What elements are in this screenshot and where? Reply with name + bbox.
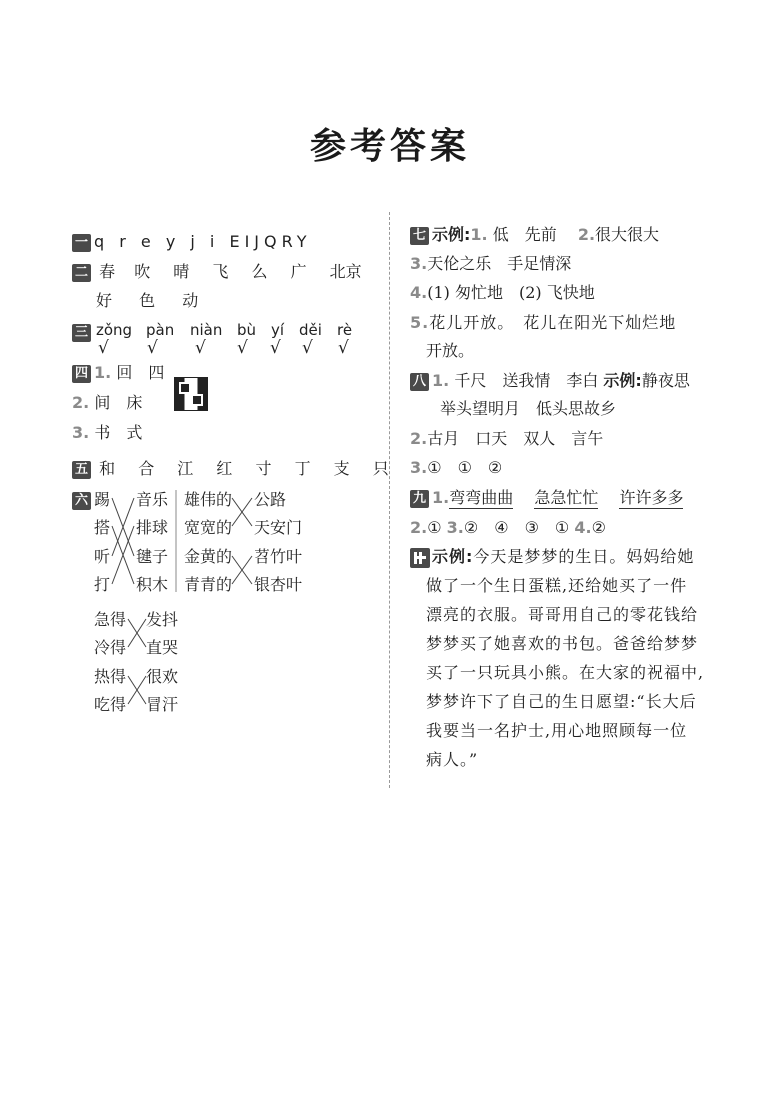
section-2-badge: 二	[72, 264, 91, 282]
match-right: 银杏叶	[254, 575, 303, 594]
answer: 古月 口天 双人 言午	[427, 429, 604, 448]
section-8-q1-line2	[440, 398, 616, 420]
check-mark: √	[195, 338, 206, 358]
underlined-word: 许许多多	[619, 488, 684, 507]
section-7-q5-line2	[426, 340, 474, 362]
pinyin: pàn	[146, 321, 175, 339]
q-number: 2.	[72, 393, 90, 412]
answer: 举头望明月 低头思故乡	[440, 399, 617, 418]
match-left: 青青的	[184, 575, 233, 594]
match-right: 很欢	[146, 667, 179, 686]
section-6-badge: 六	[72, 492, 91, 510]
s2-word: 飞	[212, 262, 229, 281]
section-8-badge: 八	[410, 373, 429, 391]
match-right: 排球	[136, 518, 169, 537]
essay-line: 买了一只玩具小熊。在大家的祝福中,	[426, 663, 705, 682]
essay-line: 我要当一名护士,用心地照顾每一位	[426, 721, 688, 740]
essay-line: 病人。”	[426, 750, 479, 769]
match-right: 天安门	[254, 518, 303, 537]
section-9-q2	[410, 517, 606, 539]
match-left: 打	[94, 575, 111, 594]
page-title: 参考答案	[309, 126, 470, 167]
match-left: 踢	[94, 490, 111, 509]
underlined-word: 弯弯曲曲	[449, 488, 514, 507]
q-number: 1.	[432, 371, 450, 390]
s5-char: 支	[333, 459, 350, 478]
match-right: 公路	[254, 490, 287, 509]
section-7-badge: 七	[410, 227, 429, 245]
essay-line: 梦梦买了她喜欢的书包。爸爸给梦梦	[426, 634, 699, 653]
check-mark: √	[338, 338, 349, 358]
s5-char: 合	[138, 459, 155, 478]
section-7-q1	[410, 224, 659, 246]
match-left: 听	[94, 547, 111, 566]
section-9-q1	[410, 487, 683, 509]
answer: 花儿开放。 花儿在阳光下灿烂地	[429, 313, 677, 332]
section-7-q5	[410, 312, 676, 334]
section-1-badge: 一	[72, 234, 91, 252]
check-mark: √	[237, 338, 248, 358]
q-number: 2.	[577, 225, 596, 244]
s2-word: 晴	[173, 262, 190, 281]
check-mark: √	[98, 338, 109, 358]
s2-word: 色	[139, 291, 156, 310]
q-number: 1.	[94, 363, 112, 382]
s2-word: 动	[182, 291, 199, 310]
answer: 静夜思	[641, 371, 690, 390]
s2-word: 好	[96, 291, 113, 310]
section-8-q1	[410, 370, 690, 392]
section-5-badge: 五	[72, 461, 91, 479]
section-1-answer: q r e y j i EIJQRY	[94, 232, 312, 251]
answer: 书 式	[94, 423, 143, 442]
section-7-q3	[410, 253, 571, 275]
underlined-word: 急急忙忙	[534, 488, 599, 507]
answer: ②	[591, 518, 606, 537]
match-left: 雄伟的	[184, 490, 233, 509]
section-10-line-1	[432, 546, 694, 568]
s2-word: 北京	[329, 262, 362, 281]
match-right: 冒汗	[146, 695, 179, 714]
pinyin: bù	[237, 321, 257, 339]
s5-char: 江	[177, 459, 194, 478]
answer: 千尺 送我情 李白	[454, 371, 599, 390]
pinyin: yí	[271, 321, 285, 339]
answer: 天伦之乐 手足情深	[427, 254, 572, 273]
match-left: 吃得	[94, 695, 127, 714]
pinyin: zǒng	[96, 321, 133, 339]
answer: ① ① ②	[427, 458, 503, 477]
s2-word: 么	[251, 262, 268, 281]
q-number: 3.	[446, 518, 464, 537]
match-left: 热得	[94, 667, 127, 686]
answer: 很大很大	[595, 225, 660, 244]
section-7-q4	[410, 282, 595, 304]
section-8-q3	[410, 457, 502, 479]
answer: 开放。	[426, 341, 475, 360]
answer: ② ④ ③ ①	[463, 518, 570, 537]
answer: 回 四	[116, 363, 165, 382]
s5-char: 红	[216, 459, 233, 478]
q-number: 3.	[410, 458, 428, 477]
q-number: 2.	[410, 429, 428, 448]
q-number: 5.	[410, 313, 430, 332]
s2-word: 春	[99, 262, 116, 281]
match-right: 毽子	[136, 547, 169, 566]
check-mark: √	[302, 338, 313, 358]
answer: 间 床	[94, 393, 143, 412]
example-label: 示例:	[603, 371, 642, 390]
match-right: 直哭	[146, 638, 179, 657]
match-right: 积木	[136, 575, 169, 594]
match-left: 冷得	[94, 638, 127, 657]
pinyin: děi	[299, 321, 322, 339]
match-left: 搭	[94, 518, 111, 537]
answer: ①	[427, 518, 442, 537]
q-number: 1.	[432, 488, 450, 507]
match-left: 宽宽的	[184, 518, 233, 537]
q-number: 1.	[470, 225, 488, 244]
section-3-badge: 三	[72, 324, 91, 342]
q-number: 3.	[72, 423, 90, 442]
essay-line: 漂亮的衣服。哥哥用自己的零花钱给	[426, 605, 699, 624]
q-number: 4.	[574, 518, 592, 537]
essay-line: 梦梦许下了自己的生日愿望:“长大后	[426, 692, 697, 711]
essay-line: 做了一个生日蛋糕,还给她买了一件	[426, 576, 688, 595]
match-left: 急得	[94, 610, 127, 629]
q-number: 4.	[410, 283, 428, 302]
essay-text: 今天是梦梦的生日。妈妈给她	[473, 547, 695, 566]
example-label: 示例:	[432, 547, 474, 566]
s5-char: 丁	[294, 459, 311, 478]
section-4-badge: 四	[72, 365, 91, 383]
s5-char: 寸	[255, 459, 272, 478]
match-left: 金黄的	[184, 547, 233, 566]
check-mark: √	[147, 338, 158, 358]
match-right: 发抖	[146, 610, 179, 629]
answer: (1) 匆忙地 (2) 飞快地	[427, 283, 595, 302]
s5-char: 只	[372, 459, 389, 478]
s5-char: 和	[99, 459, 116, 478]
match-right: 音乐	[136, 490, 169, 509]
pinyin: niàn	[190, 321, 223, 339]
answer: 低 先前	[492, 225, 557, 244]
s2-word: 广	[290, 262, 307, 281]
q-number: 2.	[410, 518, 428, 537]
section-10-badge-icon	[410, 548, 430, 568]
match-right: 苕竹叶	[254, 547, 303, 566]
example-label: 示例:	[432, 225, 471, 244]
check-mark: √	[270, 338, 281, 358]
section-8-q2	[410, 428, 603, 450]
pinyin: rè	[337, 321, 353, 339]
s2-word: 吹	[134, 262, 151, 281]
section-9-badge: 九	[410, 490, 429, 508]
q-number: 3.	[410, 254, 428, 273]
